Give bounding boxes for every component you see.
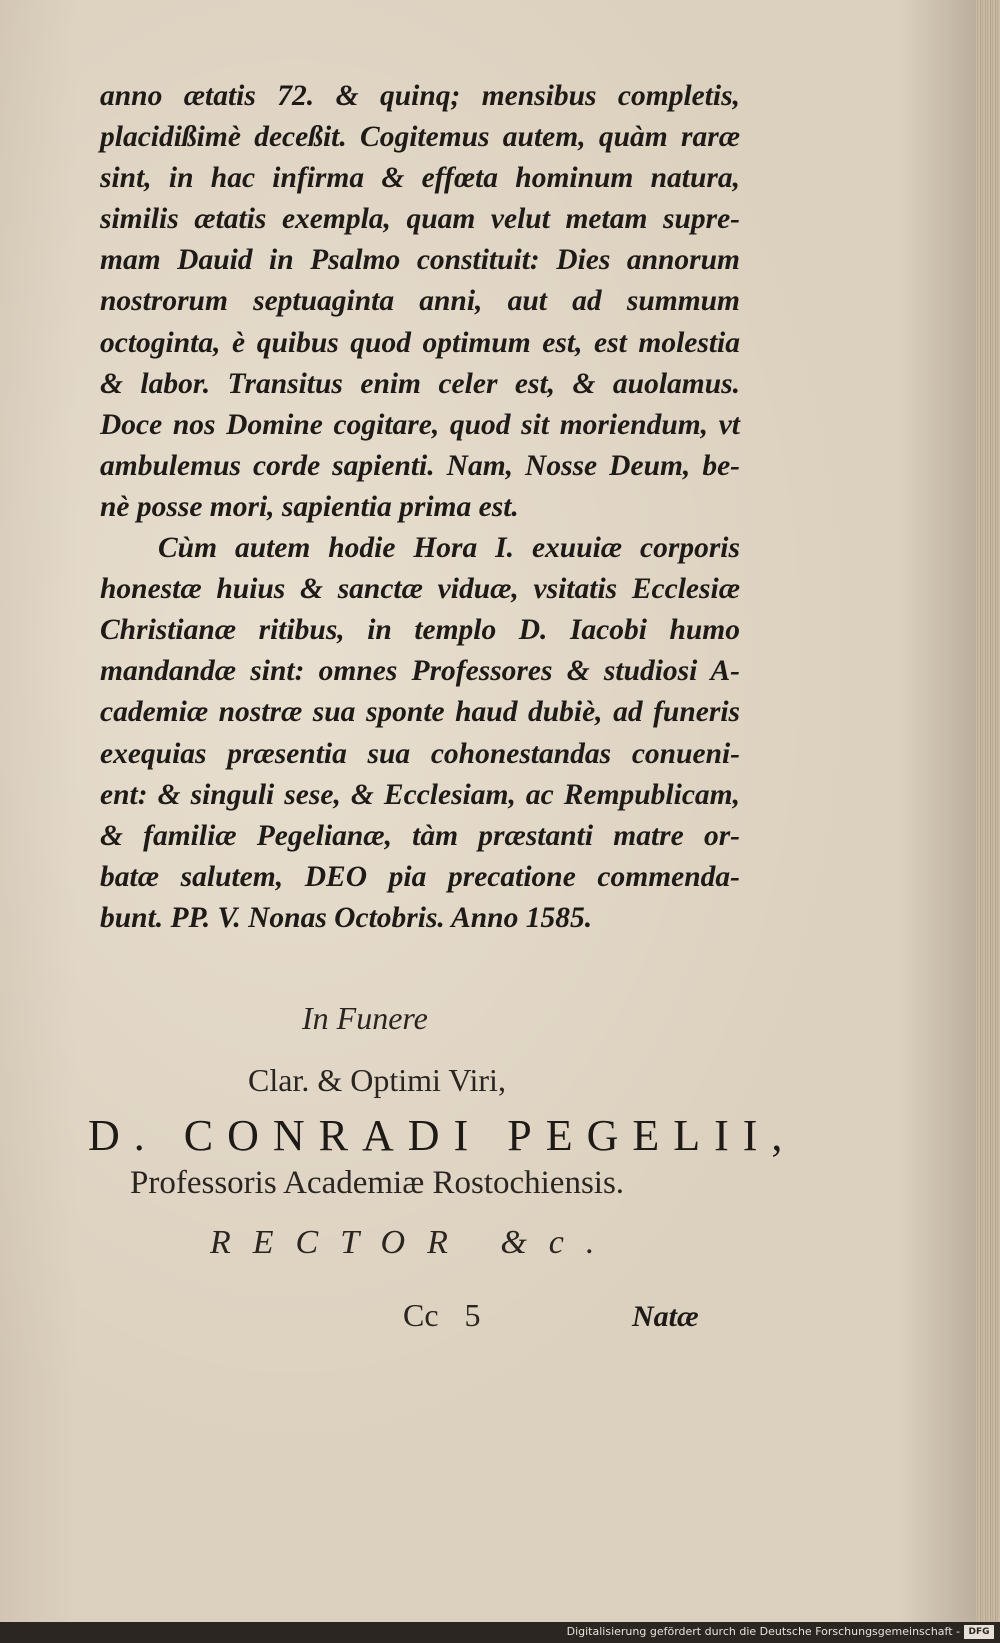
signature-mark: Cc 5 xyxy=(403,1297,481,1333)
text-line: mandandæ sint: omnes Professores & studiosi A- xyxy=(100,655,740,688)
heading-clar: Clar. & Optimi Viri, xyxy=(248,1062,506,1098)
text-line: Doce nos Domine cogitare, quod sit moriendum, vt xyxy=(100,408,740,441)
text-line: honestæ huius & sanctæ viduæ, vsitatis Ecclesiæ xyxy=(100,573,740,606)
heading-professor: Professoris Academiæ Rostochiensis. xyxy=(130,1165,625,1201)
page-edges xyxy=(976,0,1000,1622)
heading-rector: RECTOR &c. xyxy=(210,1224,617,1261)
catchword: Natæ xyxy=(632,1300,699,1333)
body-text xyxy=(100,76,740,939)
text-line: Cùm autem hodie Hora I. exuuiæ corporis xyxy=(158,532,740,565)
text-line: sint, in hac infirma & effœta hominum natura, xyxy=(100,162,740,195)
dfg-logo-icon: DFG xyxy=(964,1625,994,1639)
heading-in-funere: In Funere xyxy=(302,1000,428,1036)
text-line: exequias præsentia sua cohonestandas conueni- xyxy=(100,737,740,770)
text-line: ent: & singuli sese, & Ecclesiam, ac Rempublicam, xyxy=(100,778,740,811)
text-line: anno ætatis 72. & quinq; mensibus completis, xyxy=(100,80,740,112)
footer-credit: Digitalisierung gefördert durch die Deutsche Forschungsgemeinschaft - xyxy=(566,1625,960,1638)
text-line: & labor. Transitus enim celer est, & auolamus. xyxy=(100,367,740,400)
text-line: mam Dauid in Psalmo constituit: Dies annorum xyxy=(100,244,740,277)
text-line: bunt. PP. V. Nonas Octobris. Anno 1585. xyxy=(100,901,593,934)
text-line: ambulemus corde sapienti. Nam, Nosse Deum, be- xyxy=(100,449,740,482)
text-line: nostrorum septuaginta anni, aut ad summum xyxy=(100,285,740,318)
text-line: placidißimè deceßit. Cogitemus autem, quàm raræ xyxy=(100,121,740,154)
text-line: nè posse mori, sapientia prima est. xyxy=(100,490,519,523)
text-line: batæ salutem, DEO pia precatione commenda- xyxy=(100,860,740,893)
heading-name: D. CONRADI PEGELII, xyxy=(88,1111,797,1160)
text-line: & familiæ Pegelianæ, tàm præstanti matre or- xyxy=(100,819,740,852)
text-line: cademiæ nostræ sua sponte haud dubiè, ad funeris xyxy=(100,696,740,729)
text-line: similis ætatis exempla, quam velut metam supre- xyxy=(100,203,740,236)
text-line: Christianæ ritibus, in templo D. Iacobi humo xyxy=(100,614,740,647)
text-line: octoginta, è quibus quod optimum est, est molestia xyxy=(100,326,740,359)
